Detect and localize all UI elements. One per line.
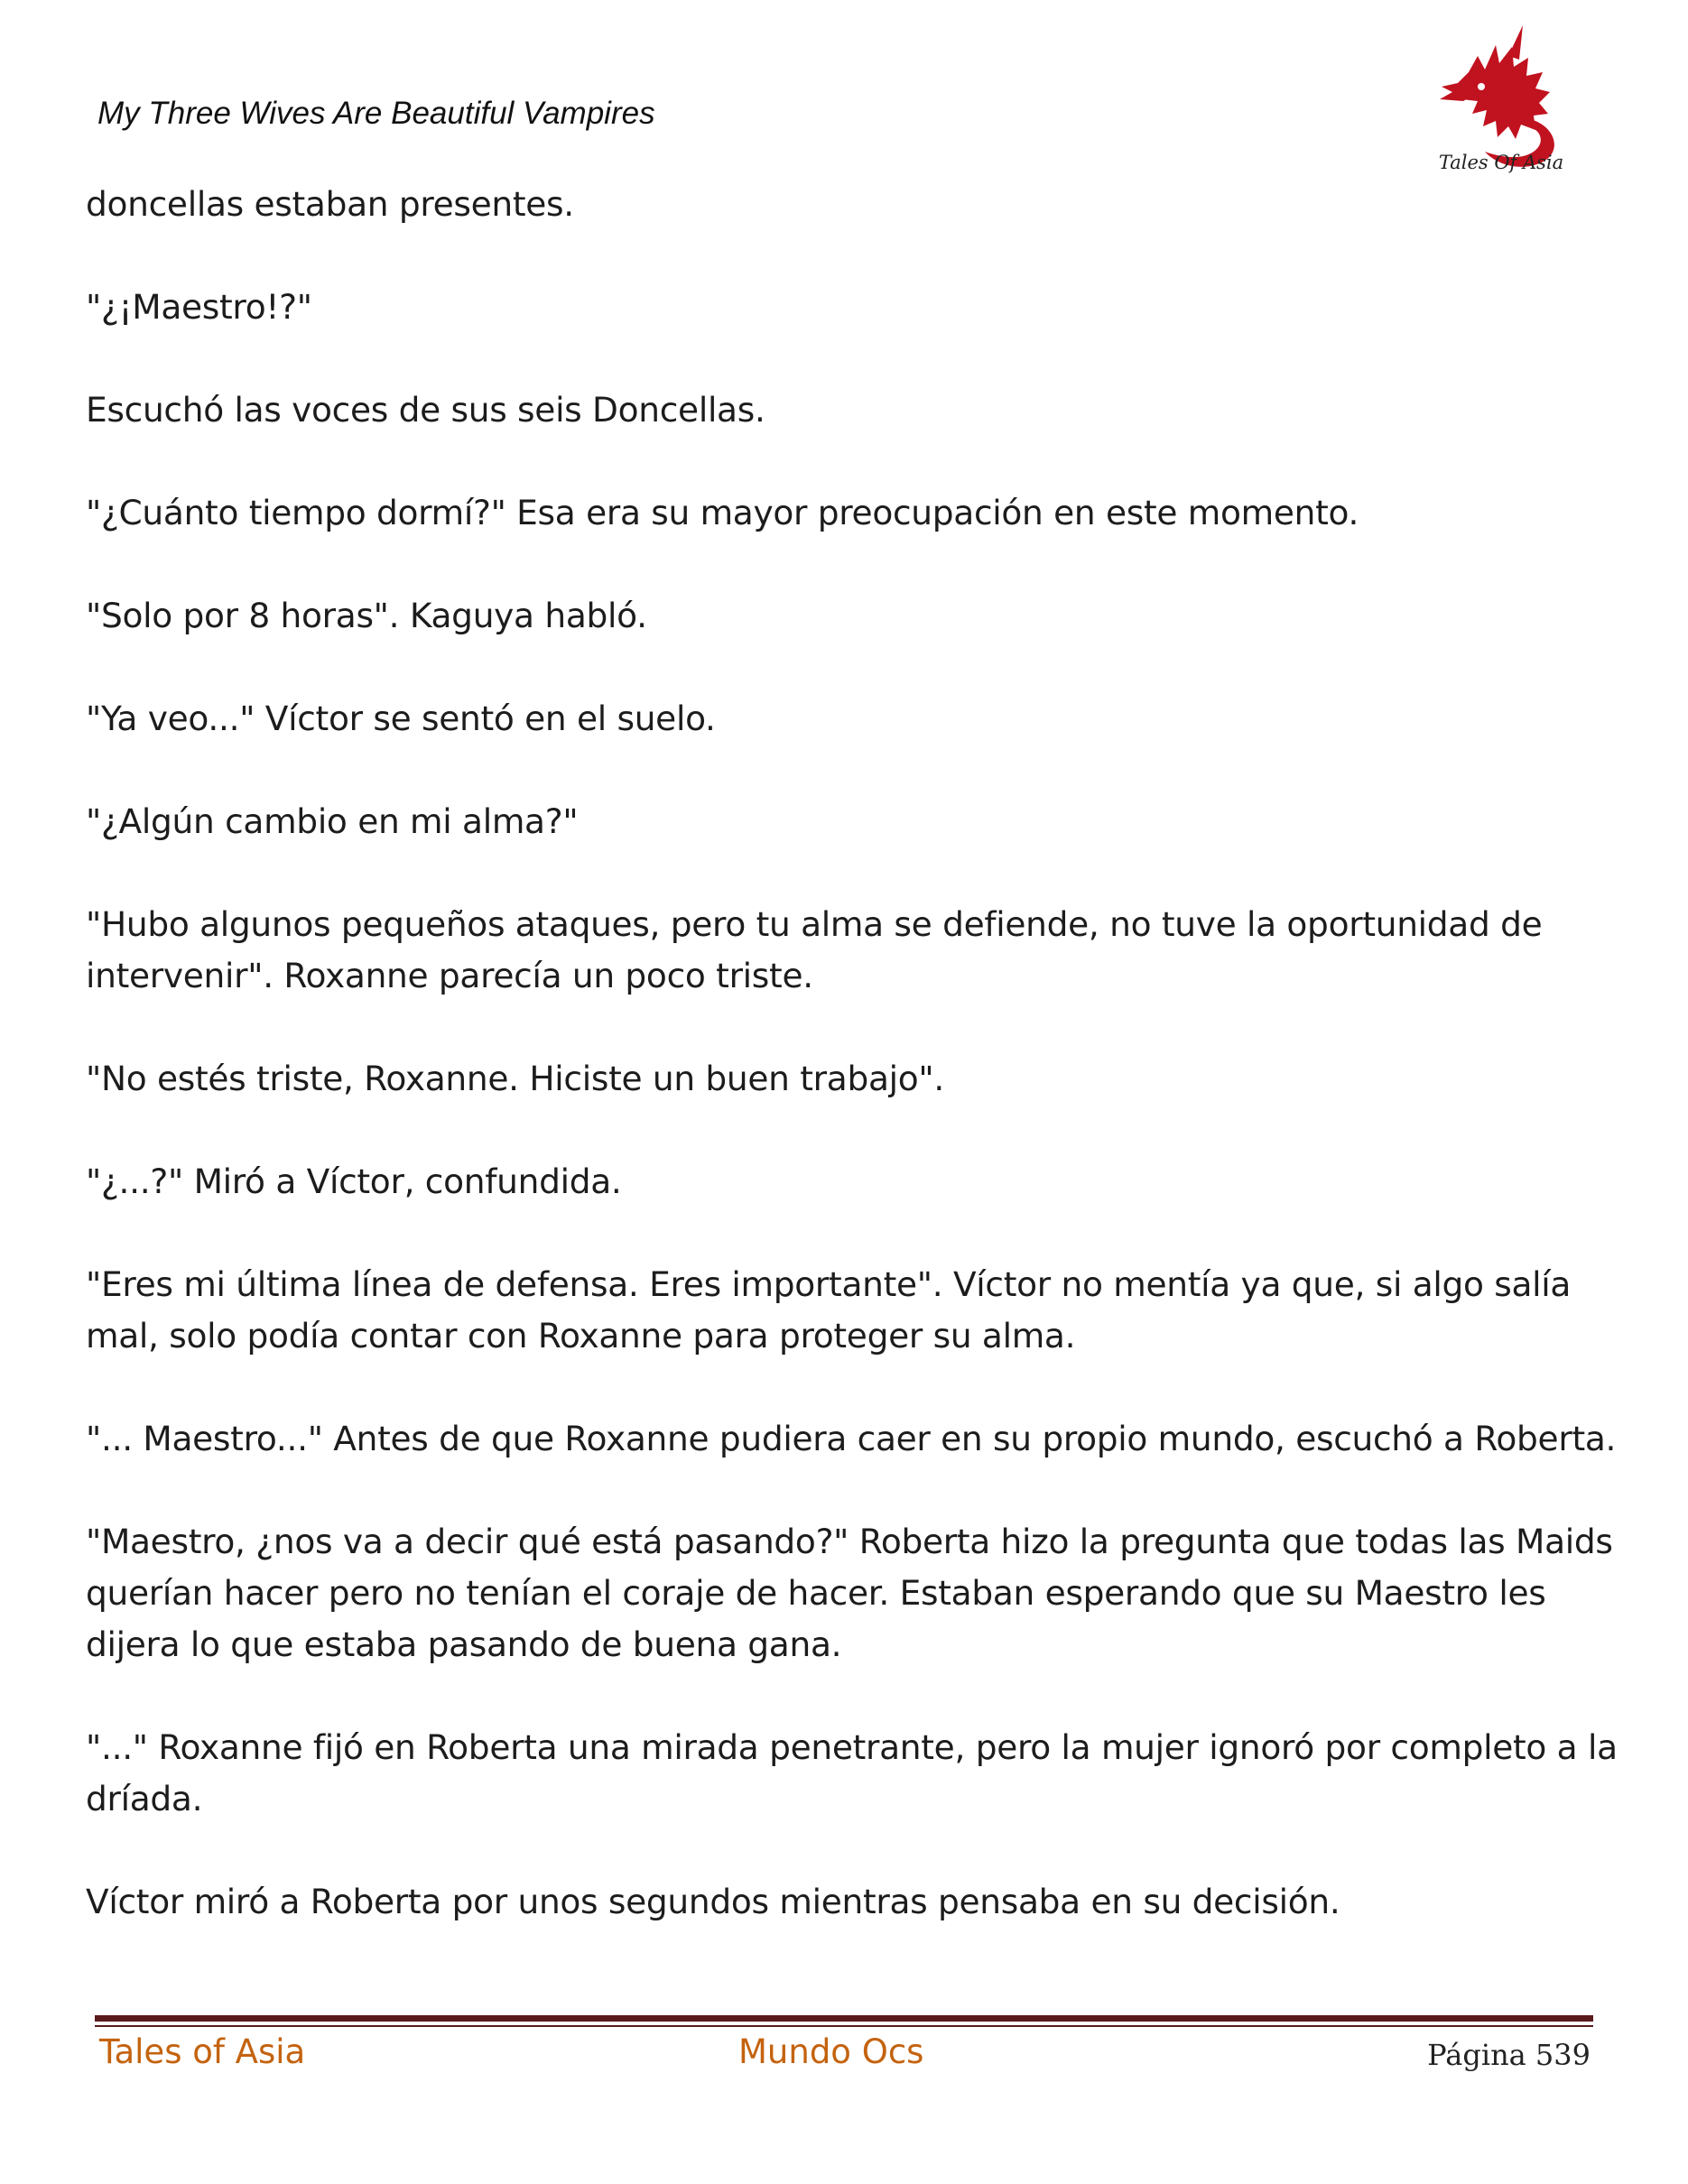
dragon-horn-shape (1508, 25, 1523, 60)
paragraph: "¿Cuánto tiempo dormí?" Esa era su mayor preocupación en este momento. (86, 493, 1359, 532)
paragraph: "Eres mi última línea de defensa. Eres importante". Víctor no mentía ya que, si algo salía mal, solo podía contar con Roxanne para proteger su alma. (86, 1264, 1572, 1356)
paragraph: "¿Algún cambio en mi alma?" (86, 801, 579, 841)
paragraph: "..." Roxanne fijó en Roberta una mirada penetrante, pero la mujer ignoró por completo a la dríada. (86, 1727, 1618, 1818)
paragraph: "... Maestro..." Antes de que Roxanne pudiera caer en su propio mundo, escuchó a Roberta. (86, 1419, 1617, 1458)
paragraph: "¿...?" Miró a Víctor, confundida. (86, 1161, 622, 1201)
paragraph: doncellas estaban presentes. (86, 184, 574, 224)
paragraph: Escuchó las voces de sus seis Doncellas. (86, 390, 765, 430)
book-title: My Three Wives Are Beautiful Vampires (97, 96, 655, 131)
logo-caption: Tales Of Asia (1438, 152, 1564, 173)
paragraph: "No estés triste, Roxanne. Hiciste un buen trabajo". (86, 1059, 944, 1098)
footer-divider-thin (95, 2025, 1593, 2027)
paragraph: "¿¡Maestro!?" (86, 287, 312, 327)
footer-publisher: Tales of Asia (99, 2032, 306, 2071)
footer-section: Mundo Ocs (738, 2032, 924, 2071)
paragraph: "Hubo algunos pequeños ataques, pero tu alma se defiende, no tuve la oportunidad de intervenir". Roxanne parecía un poco triste. (86, 904, 1543, 995)
paragraph: "Solo por 8 horas". Kaguya habló. (86, 596, 647, 635)
page-number: Página 539 (1427, 2038, 1591, 2072)
paragraph: "Maestro, ¿nos va a decir qué está pasando?" Roberta hizo la pregunta que todas las Maids querían hacer pero no tenían el coraje de hacer. Estaban esperando que su Maestro les dijera lo que estaba pasando de buena gana. (86, 1522, 1613, 1664)
footer-divider (95, 2015, 1593, 2022)
paragraph: Víctor miró a Roberta por unos segundos mientras pensaba en su decisión. (86, 1882, 1340, 1921)
page-body (86, 179, 1620, 1979)
paragraph: "Ya veo..." Víctor se sentó en el suelo. (86, 699, 716, 738)
